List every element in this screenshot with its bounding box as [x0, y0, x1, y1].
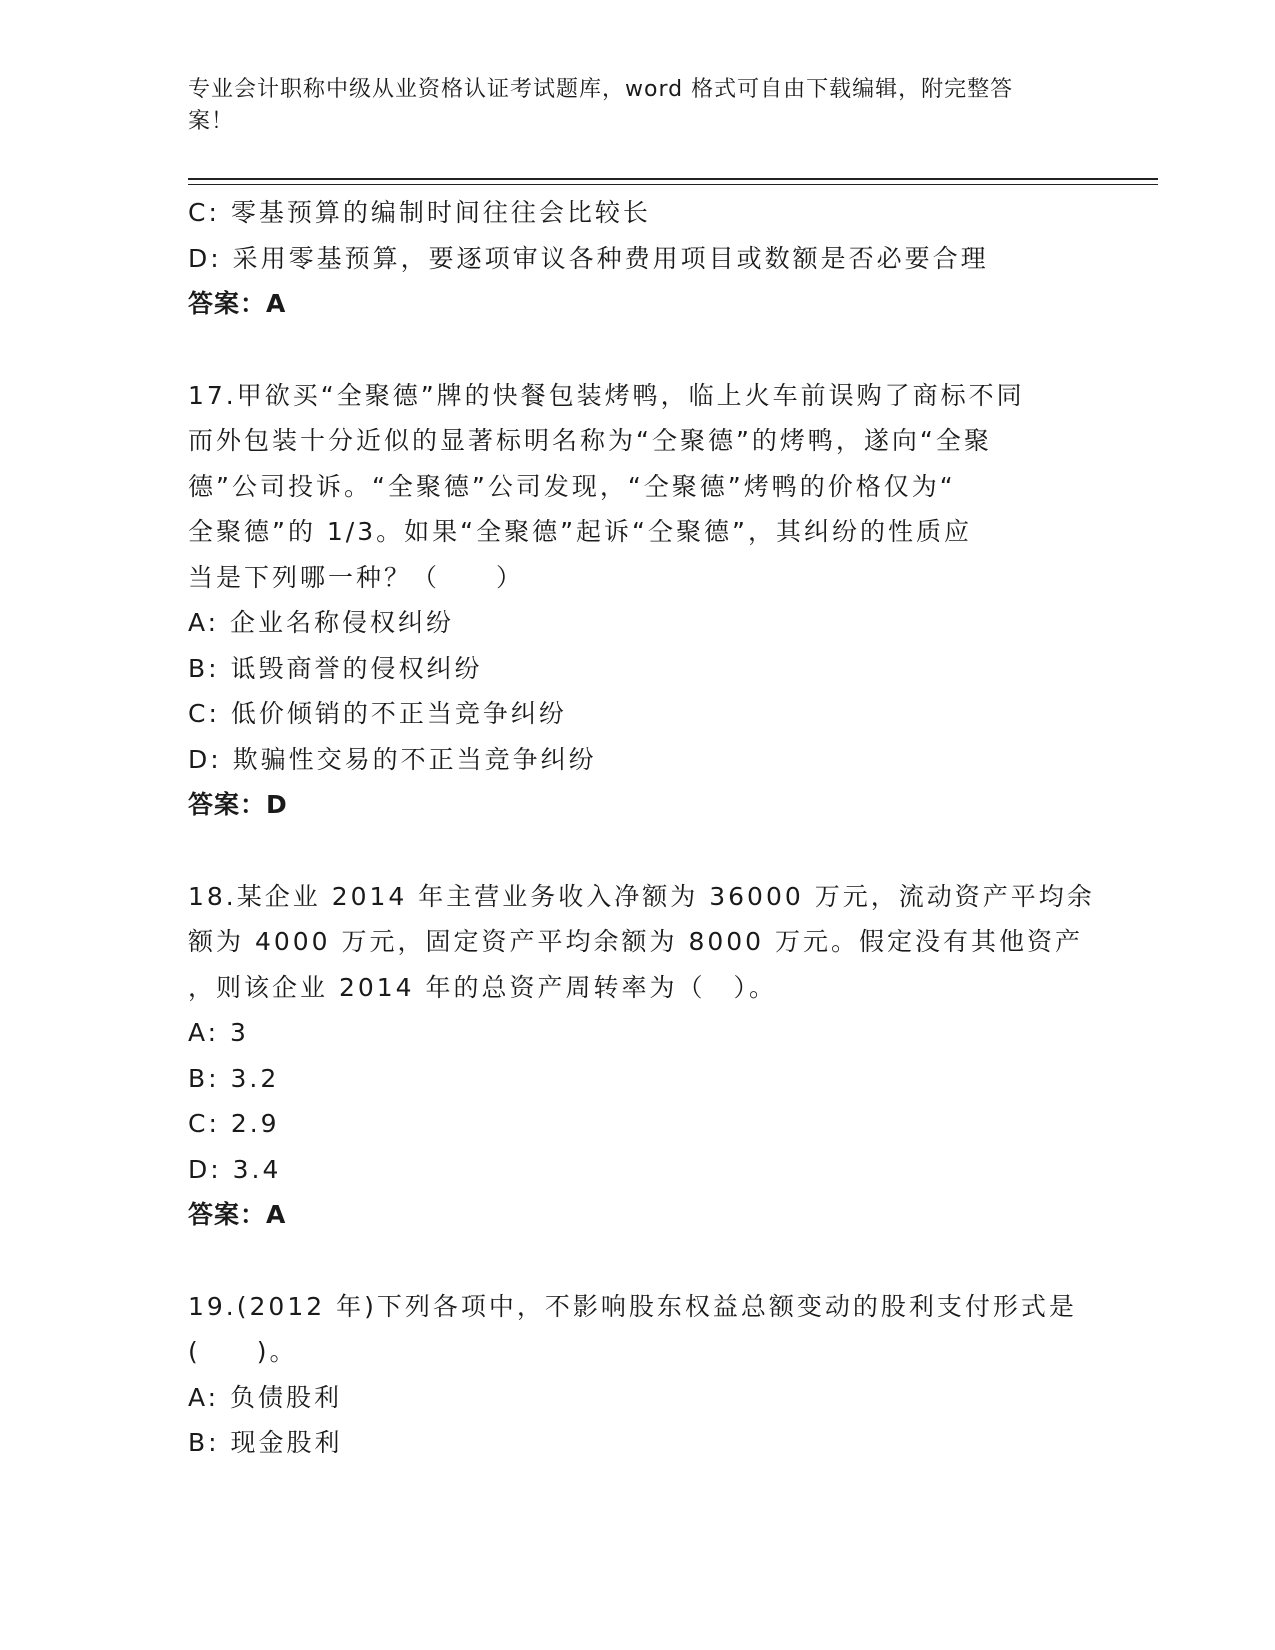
q17-text-line: 当是下列哪一种？（ ） [188, 562, 525, 592]
q19-option-a: A: 负债股利 [188, 1382, 343, 1412]
q18-option-b: B: 3.2 [188, 1063, 280, 1093]
page-header [188, 74, 1078, 138]
question-18 [188, 874, 1095, 1238]
q18-option-c: C: 2.9 [188, 1109, 280, 1138]
question-19 [188, 1284, 1088, 1466]
spacer [188, 327, 1088, 373]
question-17 [188, 373, 1088, 828]
q17-option-a: A: 企业名称侵权纠纷 [188, 608, 455, 637]
q17-option-b: B: 诋毁商誉的侵权纠纷 [188, 653, 483, 683]
q16-answer: 答案：A [188, 289, 287, 318]
q17-option-d: D: 欺骗性交易的不正当竞争纠纷 [188, 744, 597, 774]
q17-text [188, 373, 1088, 601]
q18-option-d: D: 3.4 [188, 1154, 282, 1184]
q17-text-line: 而外包装十分近似的显著标明名称为“仝聚德”的烤鸭，遂向“全聚 [188, 426, 992, 455]
q19-text-line: 19.(2012 年)下列各项中，不影响股东权益总额变动的股利支付形式是 [188, 1291, 1077, 1321]
q16-option-c: C: 零基预算的编制时间往往会比较长 [188, 198, 651, 227]
header-line-2: 案！ [188, 109, 235, 134]
q17-answer: 答案：D [188, 790, 288, 819]
q17-text-line: 德”公司投诉。“全聚德”公司发现，“仝聚德”烤鸭的价格仅为“ [188, 471, 956, 501]
q17-text-line: 全聚德”的 1/3。如果“全聚德”起诉“仝聚德”，其纠纷的性质应 [188, 517, 972, 546]
q18-text-line: ，则该企业 2014 年的总资产周转率为（ ）。 [188, 972, 778, 1002]
q18-option-a: A: 3 [188, 1018, 249, 1047]
question-content [188, 190, 1095, 1466]
header-divider-thick [188, 178, 1158, 180]
q16-option-d: D: 采用零基预算，要逐项审议各种费用项目或数额是否必要合理 [188, 243, 989, 273]
q17-text-line: 17.甲欲买“全聚德”牌的快餐包装烤鸭，临上火车前误购了商标不同 [188, 380, 1025, 410]
header-divider-thin [188, 184, 1158, 185]
q17-option-c: C: 低价倾销的不正当竞争纠纷 [188, 699, 567, 728]
q18-text-line: 额为 4000 万元，固定资产平均余额为 8000 万元。假定没有其他资产 [188, 927, 1084, 956]
spacer [188, 828, 1088, 874]
q19-option-b: B: 现金股利 [188, 1428, 343, 1457]
spacer [188, 1238, 1088, 1284]
q18-text-line: 18.某企业 2014 年主营业务收入净额为 36000 万元，流动资产平均余 [188, 881, 1095, 911]
q19-text-line: ( )。 [188, 1337, 298, 1366]
q18-answer: 答案：A [188, 1200, 287, 1229]
q19-text [188, 1284, 1088, 1375]
q18-text [188, 874, 1095, 1011]
header-line-1: 专业会计职称中级从业资格认证考试题库，word 格式可自由下载编辑，附完整答 [188, 77, 1014, 102]
question-16-tail [188, 190, 1088, 327]
